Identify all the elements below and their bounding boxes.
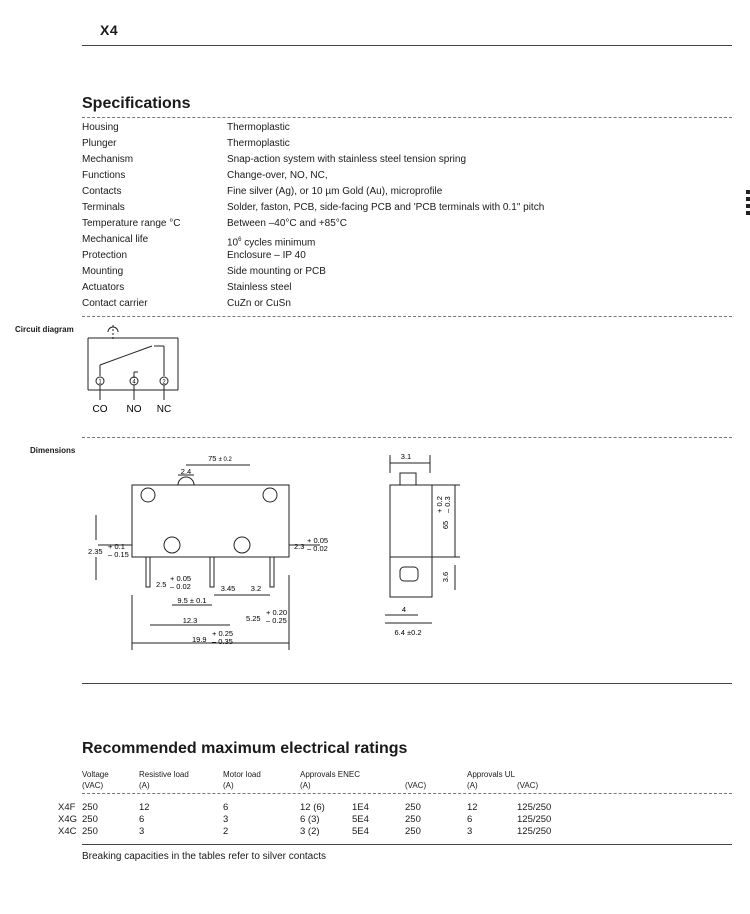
spec-label: Terminals bbox=[82, 202, 125, 213]
side-tab-marks bbox=[746, 190, 750, 218]
dim-3-45: 3.45 bbox=[220, 584, 236, 593]
col-voltage-header bbox=[82, 769, 109, 791]
table-cell-voltage: 250 bbox=[82, 826, 98, 837]
col-header-unit: (A) bbox=[300, 781, 311, 790]
spec-label: Actuators bbox=[82, 282, 125, 293]
dim-75 bbox=[208, 454, 232, 463]
dim-2-5-up: + 0.05 bbox=[170, 574, 192, 583]
table-cell-ul-vac: 125/250 bbox=[517, 826, 552, 837]
spec-row-actuators bbox=[82, 280, 732, 296]
table-cell-resistive: 6 bbox=[139, 814, 145, 825]
circuit-diagram-label: Circuit diagram bbox=[15, 325, 74, 334]
table-cell-ul-a: 6 bbox=[467, 814, 473, 825]
dim-5-25-dn: – 0.25 bbox=[266, 616, 287, 625]
table-cell-enec-code: 5E4 bbox=[352, 814, 369, 825]
dim-2-35-up: + 0.1 bbox=[108, 542, 125, 551]
col-resistive-header bbox=[139, 769, 189, 791]
dim-75-value: 75 bbox=[208, 454, 217, 463]
spec-value: Snap-action system with stainless steel tension spring bbox=[227, 154, 467, 165]
spec-label: Contact carrier bbox=[82, 298, 148, 309]
header-divider bbox=[82, 45, 732, 46]
col-header-unit: (VAC) bbox=[82, 781, 104, 790]
pin-number: 1 bbox=[98, 379, 102, 386]
dim-2-35 bbox=[88, 547, 103, 556]
spec-value: Solder, faston, PCB, side-facing PCB and 'PCB terminals with 0.1" pitch bbox=[227, 202, 545, 213]
spec-value: Enclosure – IP 40 bbox=[227, 250, 306, 261]
table-cell-enec-a: 12 (6) bbox=[300, 802, 325, 813]
table-cell-model: X4G bbox=[58, 814, 78, 825]
spec-value: Fine silver (Ag), or 10 µm Gold (Au), microprofile bbox=[227, 186, 443, 197]
table-cell-enec-vac: 250 bbox=[405, 802, 421, 813]
spec-label: Protection bbox=[82, 250, 128, 261]
ratings-footnote: Breaking capacities in the tables refer to silver contacts bbox=[82, 851, 327, 862]
dim-12-3: 12.3 bbox=[182, 616, 198, 625]
table-cell-enec-a: 6 (3) bbox=[300, 814, 320, 825]
spec-row-mechanism bbox=[82, 152, 732, 168]
spec-row-protection bbox=[82, 248, 732, 264]
spec-label: Mechanical life bbox=[82, 234, 149, 245]
spec-value: Thermoplastic bbox=[227, 138, 290, 149]
pin-number: 4 bbox=[132, 379, 136, 386]
table-cell-enec-code: 5E4 bbox=[352, 826, 369, 837]
dim-19-9-dn: – 0.35 bbox=[212, 637, 233, 646]
spec-row-plunger bbox=[82, 136, 732, 152]
table-cell-motor: 3 bbox=[223, 814, 229, 825]
dim-65-up: + 0.2 bbox=[435, 496, 444, 513]
spec-row-contacts bbox=[82, 184, 732, 200]
terminal-nc-label: NC bbox=[156, 404, 172, 415]
table-cell-voltage: 250 bbox=[82, 802, 98, 813]
dim-2-3-dn: – 0.02 bbox=[307, 544, 328, 553]
spec-value: CuZn or CuSn bbox=[227, 298, 291, 309]
col-header-label: Resistive load bbox=[139, 770, 189, 779]
table-cell-motor: 2 bbox=[223, 826, 229, 837]
dimensions-label: Dimensions bbox=[30, 446, 76, 455]
dim-2-3: 2.3 bbox=[294, 542, 305, 551]
spec-value: Change-over, NO, NC, bbox=[227, 170, 328, 181]
spec-label: Plunger bbox=[82, 138, 117, 149]
col-header-unit: (A) bbox=[467, 781, 478, 790]
spec-label: Housing bbox=[82, 122, 119, 133]
table-cell-enec-a: 3 (2) bbox=[300, 826, 320, 837]
spec-label: Contacts bbox=[82, 186, 122, 197]
table-cell-voltage: 250 bbox=[82, 814, 98, 825]
dim-5-25: 5.25 bbox=[246, 614, 261, 623]
table-cell-motor: 6 bbox=[223, 802, 229, 813]
spec-row-housing bbox=[82, 120, 732, 136]
col-motor-header bbox=[223, 769, 261, 791]
table-cell-enec-code: 1E4 bbox=[352, 802, 369, 813]
pin-number: 2 bbox=[162, 379, 166, 386]
col-header-unit: (A) bbox=[223, 781, 234, 790]
dim-2-3-up: + 0.05 bbox=[307, 536, 329, 545]
table-cell-model: X4C bbox=[58, 826, 77, 837]
spec-value: Between –40°C and +85°C bbox=[227, 218, 348, 229]
terminal-co-label: CO bbox=[92, 404, 108, 415]
col-header-label: Motor load bbox=[223, 770, 261, 779]
spec-row-terminals bbox=[82, 200, 732, 216]
spec-row-temperature bbox=[82, 216, 732, 232]
spec-label: Mechanism bbox=[82, 154, 134, 165]
table-cell-model: X4F bbox=[58, 802, 76, 813]
table-cell-ul-vac: 125/250 bbox=[517, 802, 552, 813]
spec-value: Thermoplastic bbox=[227, 122, 290, 133]
ratings-heading: Recommended maximum electrical ratings bbox=[82, 740, 408, 757]
dim-3-6: 3.6 bbox=[441, 571, 450, 583]
dim-75-tol: ± 0.2 bbox=[218, 457, 232, 463]
dim-19-9: 19.9 bbox=[192, 635, 207, 644]
circuit-diagram bbox=[82, 320, 192, 420]
terminal-no-label: NO bbox=[126, 404, 142, 415]
spec-value: Stainless steel bbox=[227, 282, 292, 293]
dim-19-9-up: + 0.25 bbox=[212, 629, 234, 638]
dim-2-35-dn: – 0.15 bbox=[108, 550, 129, 559]
table-cell-ul-a: 3 bbox=[467, 826, 473, 837]
col-header-label: Voltage bbox=[82, 770, 109, 779]
dim-65-dn: – 0.3 bbox=[443, 496, 452, 513]
dim-65: 65 bbox=[441, 520, 450, 530]
side-view-drawing bbox=[370, 445, 480, 645]
dim-4: 4 bbox=[401, 605, 407, 614]
spec-value: Side mounting or PCB bbox=[227, 266, 326, 277]
table-cell-resistive: 3 bbox=[139, 826, 145, 837]
col-enec-header bbox=[300, 769, 360, 791]
dim-9-5: 9.5 ± 0.1 bbox=[177, 596, 207, 605]
ratings-bottom-divider bbox=[82, 844, 732, 845]
dim-3-1: 3.1 bbox=[400, 452, 412, 461]
table-cell-enec-vac: 250 bbox=[405, 814, 421, 825]
col-enec-vac-header: (VAC) bbox=[405, 781, 427, 790]
spec-row-mounting bbox=[82, 264, 732, 280]
col-ul-header bbox=[467, 769, 515, 791]
table-cell-ul-a: 12 bbox=[467, 802, 478, 813]
spec-label: Mounting bbox=[82, 266, 124, 277]
dim-6-4: 6.4 ±0.2 bbox=[394, 628, 422, 637]
spec-label: Functions bbox=[82, 170, 126, 181]
spec-value-rest: cycles minimum bbox=[241, 237, 316, 249]
dimensions-bottom-divider bbox=[82, 683, 732, 684]
table-cell-ul-vac: 125/250 bbox=[517, 814, 552, 825]
spec-row-mechanical-life bbox=[82, 232, 732, 248]
dim-2-35-value: 2.35 bbox=[88, 547, 103, 556]
col-header-unit: (A) bbox=[139, 781, 150, 790]
circuit-bottom-divider bbox=[82, 437, 732, 438]
page-title: X4 bbox=[100, 22, 119, 38]
dim-2-5-dn: – 0.02 bbox=[170, 582, 191, 591]
col-header-label: Approvals ENEC bbox=[300, 770, 361, 779]
spec-label: Temperature range °C bbox=[82, 218, 181, 229]
spec-bottom-divider bbox=[82, 316, 732, 317]
table-cell-resistive: 12 bbox=[139, 802, 150, 813]
table-cell-enec-vac: 250 bbox=[405, 826, 421, 837]
col-ul-vac-header: (VAC) bbox=[517, 781, 539, 790]
spec-top-divider bbox=[82, 117, 732, 118]
dim-3-2: 3.2 bbox=[250, 584, 262, 593]
dim-2-5: 2.5 bbox=[156, 580, 167, 589]
spec-row-contact-carrier bbox=[82, 296, 732, 312]
spec-row-functions bbox=[82, 168, 732, 184]
specifications-heading: Specifications bbox=[82, 95, 191, 112]
spec-value-base: 10 bbox=[227, 237, 239, 249]
ratings-header-divider bbox=[82, 793, 732, 794]
dim-2-4: 2.4 bbox=[180, 467, 192, 476]
front-view-drawing bbox=[80, 445, 350, 660]
col-header-label: Approvals UL bbox=[467, 770, 516, 779]
dim-5-25-up: + 0.20 bbox=[266, 608, 288, 617]
spec-value-exponent: 6 bbox=[238, 237, 242, 243]
